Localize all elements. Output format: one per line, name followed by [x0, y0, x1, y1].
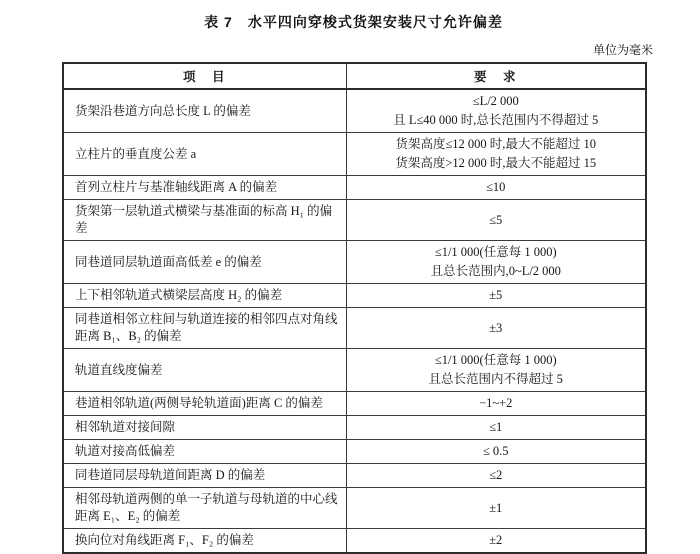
requirement-line: ≤1/1 000(任意每 1 000): [434, 245, 557, 259]
requirement-cell: [346, 133, 646, 176]
table-body: [63, 89, 646, 553]
table-row: [63, 200, 646, 241]
item-cell: 相邻母轨道两侧的单一子轨道与母轨道的中心线距离 E₁、E₂ 的偏差: [63, 488, 346, 529]
page-title: 表 7 水平四向穿梭式货架安装尺寸允许偏差: [204, 14, 503, 30]
requirement-line: 且总长范围内,0~L/2 000: [430, 264, 561, 278]
table-row: [63, 89, 646, 133]
item-cell: 轨道直线度偏差: [63, 349, 346, 392]
requirement-cell: [346, 392, 646, 416]
item-cell: 相邻轨道对接间隙: [63, 416, 346, 440]
item-cell: 巷道相邻轨道(两侧导轮轨道面)距离 C 的偏差: [63, 392, 346, 416]
item-cell: 同巷道同层母轨道间距离 D 的偏差: [63, 464, 346, 488]
requirement-cell: [346, 464, 646, 488]
requirement-cell: [346, 89, 646, 133]
item-cell: 首列立柱片与基准轴线距离 A 的偏差: [63, 176, 346, 200]
requirement-cell: [346, 308, 646, 349]
column-header-requirement: 要 求: [346, 63, 646, 89]
table-row: [63, 133, 646, 176]
item-cell: 换向位对角线距离 F₁、F₂ 的偏差: [63, 529, 346, 554]
requirement-cell: [346, 488, 646, 529]
requirement-cell: [346, 416, 646, 440]
requirement-line: ≤10: [486, 180, 506, 194]
table-row: [63, 308, 646, 349]
table-row: [63, 176, 646, 200]
requirement-cell: [346, 200, 646, 241]
table-row: [63, 284, 646, 308]
requirement-cell: [346, 440, 646, 464]
item-cell: 上下相邻轨道式横梁层高度 H₂ 的偏差: [63, 284, 346, 308]
table-row: [63, 349, 646, 392]
requirement-cell: [346, 176, 646, 200]
requirement-line: 货架高度≤12 000 时,最大不能超过 10: [395, 137, 597, 151]
requirement-line: 且总长范围内不得超过 5: [428, 372, 563, 386]
column-header-item: 项 目: [63, 63, 346, 89]
header-row: [63, 63, 646, 89]
table-row: [63, 392, 646, 416]
requirement-line: ≤1/1 000(任意每 1 000): [434, 353, 557, 367]
requirement-line: 货架高度>12 000 时,最大不能超过 15: [395, 156, 597, 170]
table-row: [63, 241, 646, 284]
requirement-cell: [346, 349, 646, 392]
table-row: [63, 440, 646, 464]
deviation-table: [62, 62, 647, 554]
item-cell: 货架第一层轨道式横梁与基准面的标高 H₁ 的偏差: [63, 200, 346, 241]
table-row: [63, 488, 646, 529]
requirement-line: −1~+2: [479, 396, 513, 410]
requirement-cell: [346, 241, 646, 284]
table-row: [63, 529, 646, 554]
requirement-cell: [346, 529, 646, 554]
requirement-line: ±1: [489, 500, 503, 515]
requirement-cell: [346, 284, 646, 308]
requirement-line: ≤L/2 000: [472, 94, 519, 108]
requirement-line: ±2: [489, 533, 503, 547]
requirement-line: ≤ 0.5: [482, 444, 509, 458]
requirement-line: ±3: [489, 320, 503, 335]
item-cell: 轨道对接高低偏差: [63, 440, 346, 464]
requirement-line: ±5: [489, 288, 503, 302]
unit-note: 单位为毫米: [592, 43, 653, 57]
item-cell: 立柱片的垂直度公差 a: [63, 133, 346, 176]
item-cell: 同巷道相邻立柱间与轨道连接的相邻四点对角线距离 B₁、B₂ 的偏差: [63, 308, 346, 349]
requirement-line: ≤5: [489, 212, 503, 227]
table-row: [63, 416, 646, 440]
requirement-line: ≤1: [489, 420, 503, 434]
item-cell: 同巷道同层轨道面高低差 e 的偏差: [63, 241, 346, 284]
table-row: [63, 464, 646, 488]
requirement-line: 且 L≤40 000 时,总长范围内不得超过 5: [393, 113, 599, 127]
item-cell: 货架沿巷道方向总长度 L 的偏差: [63, 89, 346, 133]
requirement-line: ≤2: [489, 468, 503, 482]
